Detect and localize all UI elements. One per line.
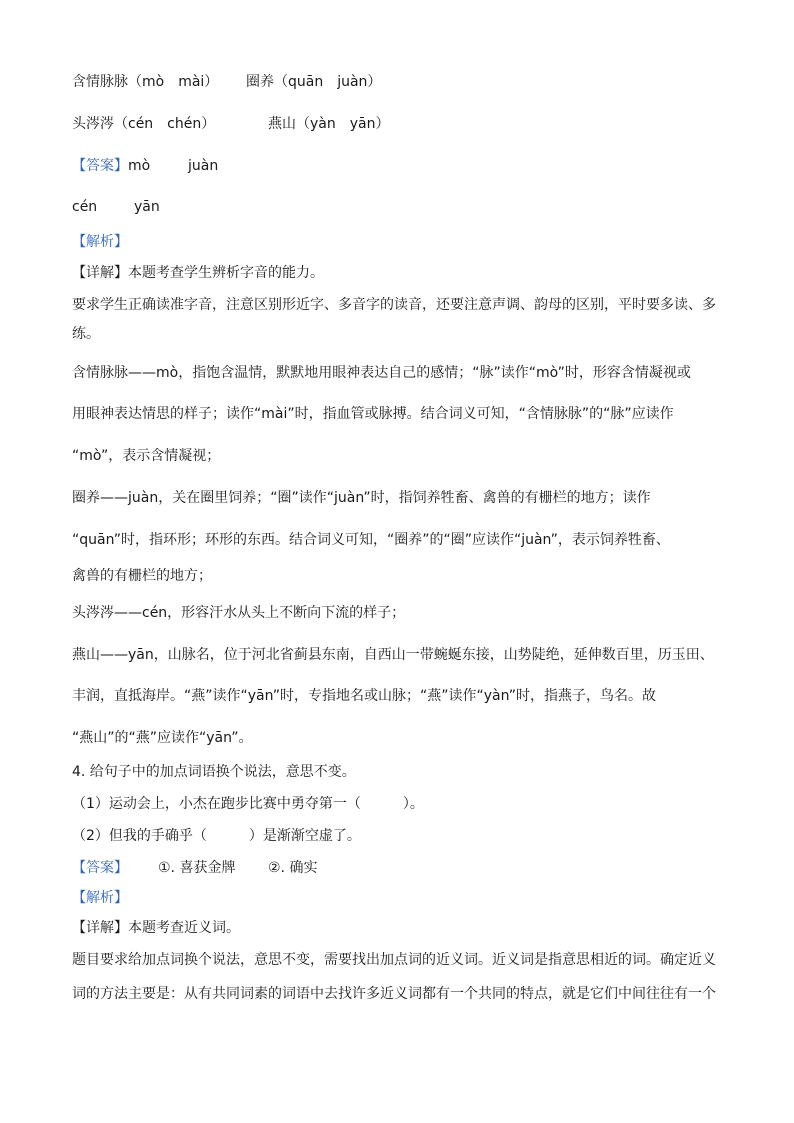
question-4-sentence-2: （2）但我的手确乎（ ）是渐渐空虚了。 xyxy=(72,828,361,844)
answer-item-2: ②. 确实 xyxy=(268,860,318,876)
analysis-detail: 【详解】本题考查近义词。 xyxy=(72,920,240,936)
answer-item-1: ①. 喜获金牌 xyxy=(158,860,236,876)
pinyin-choice-row-2 xyxy=(72,114,722,134)
choice-hanqingmaimai: 含情脉脉（mò mài） xyxy=(72,74,219,90)
analysis-paragraph: “quān”时，指环形；环形的东西。结合词义可知，“圈养”的“圈”应读作“juàn”，表示饲养牲畜、 xyxy=(72,532,670,548)
answer-row-1 xyxy=(72,156,722,176)
analysis-paragraph: 丰润，直抵海岸。“燕”读作“yān”时，专指地名或山脉；“燕”读作“yàn”时，指燕子，鸟名。故 xyxy=(72,688,656,704)
choice-juanyang: 圈养（quān juàn） xyxy=(246,74,382,90)
question-4-sentence-1: （1）运动会上，小杰在跑步比赛中勇夺第一（ ）。 xyxy=(72,796,424,812)
choice-yanshan: 燕山（yàn yān） xyxy=(268,116,390,132)
answer-value-yan: yān xyxy=(134,199,160,215)
analysis-paragraph: 禽兽的有栅栏的地方； xyxy=(72,568,212,584)
analysis-paragraph: 用眼神表达情思的样子；读作“mài”时，指血管或脉搏。结合词义可知，“含情脉脉”的“脉”应读作 xyxy=(72,406,674,422)
answer-label: 【答案】 xyxy=(72,860,128,876)
analysis-paragraph: 燕山——yān，山脉名，位于河北省蓟县东南，自西山一带蜿蜒东接，山势陡绝，延伸数百里，历玉田、 xyxy=(72,647,714,663)
analysis-paragraph: 题目要求给加点词换个说法，意思不变，需要找出加点词的近义词。近义词是指意思相近的词。确定近义 xyxy=(72,952,716,968)
analysis-paragraph: 练。 xyxy=(72,326,100,342)
answer-value-mo: mò xyxy=(128,158,151,174)
answer-value-juan: juàn xyxy=(188,158,219,174)
question-4-title: 4. 给句子中的加点词语换个说法，意思不变。 xyxy=(72,764,356,780)
analysis-paragraph: 含情脉脉——mò，指饱含温情，默默地用眼神表达自己的感情；“脉”读作“mò”时，形容含情凝视或 xyxy=(72,365,691,381)
answer-label: 【答案】 xyxy=(72,158,128,174)
choice-toucencen: 头涔涔（cén chén） xyxy=(72,116,216,132)
analysis-label: 【解析】 xyxy=(72,890,128,906)
answer-value-cen: cén xyxy=(72,199,98,215)
analysis-paragraph: 头涔涔——cén，形容汗水从头上不断向下流的样子； xyxy=(72,605,406,621)
analysis-paragraph: “mò”，表示含情凝视； xyxy=(72,448,221,464)
analysis-paragraph: 词的方法主要是：从有共同词素的词语中去找许多近义词都有一个共同的特点，就是它们中间往往有一个 xyxy=(72,986,716,1002)
analysis-paragraph: 圈养——juàn，关在圈里饲养；“圈”读作“juàn”时，指饲养牲畜、禽兽的有栅栏的地方；读作 xyxy=(72,490,651,506)
pinyin-choice-row-1 xyxy=(72,72,722,92)
question-4-answer-row xyxy=(72,858,722,878)
analysis-label: 【解析】 xyxy=(72,234,128,250)
answer-row-2 xyxy=(72,197,722,217)
analysis-paragraph: “燕山”的“燕”应读作“yān”。 xyxy=(72,730,253,746)
analysis-paragraph: 要求学生正确读准字音，注意区别形近字、多音字的读音，还要注意声调、韵母的区别，平时要多读、多 xyxy=(72,297,716,313)
analysis-detail: 【详解】本题考查学生辨析字音的能力。 xyxy=(72,265,324,281)
